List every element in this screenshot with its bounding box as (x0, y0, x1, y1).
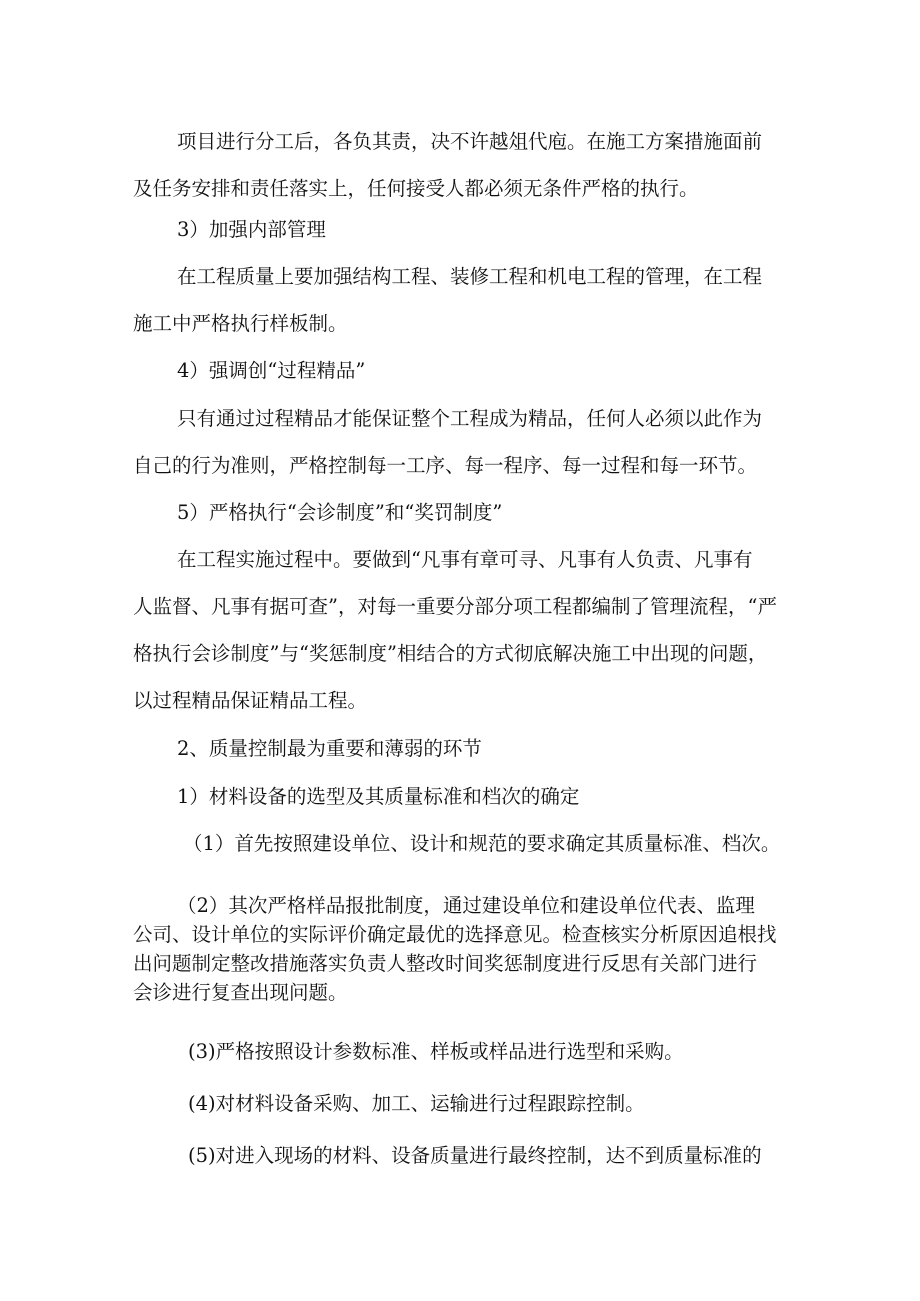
text-line: (4)对材料设备采购、加工、运输进行过程跟踪控制。 (188, 1092, 645, 1115)
heading-internal-management (133, 206, 793, 253)
paragraph-division-of-labor (133, 118, 793, 212)
list-item-2 (133, 891, 793, 1007)
heading-text: 4）强调创“过程精品” (177, 359, 366, 382)
heading-consultation-system (133, 489, 793, 536)
text-line: (3)严格按照设计参数标准、样板或样品进行选型和采购。 (188, 1040, 684, 1063)
text-line: 及任务安排和责任落实上，任何接受人都必须无条件严格的执行。 (133, 177, 699, 200)
text-line: 项目进行分工后，各负其责，决不许越俎代庖。在施工方案措施面前 (177, 130, 763, 153)
list-item-1 (183, 820, 863, 867)
text-line: （2）其次严格样品报批制度，通过建设单位和建设单位代表、监理 (177, 894, 755, 917)
heading-text: 3）加强内部管理 (177, 218, 326, 241)
subheading-material-selection (133, 773, 793, 820)
text-line: 以过程精品保证精品工程。 (133, 689, 368, 712)
text-line: 只有通过过程精品才能保证整个工程成为精品，任何人必须以此作为 (177, 407, 763, 430)
paragraph-process-excellence (133, 395, 793, 489)
text-line: (5)对进入现场的材料、设备质量进行最终控制，达不到质量标准的 (188, 1144, 762, 1167)
heading-text: 5）严格执行“会诊制度”和“奖罚制度” (177, 501, 503, 524)
text-line: 在工程质量上要加强结构工程、装修工程和机电工程的管理，在工程 (177, 265, 763, 288)
text-line: 人监督、凡事有据可查”，对每一重要分部分项工程都编制了管理流程，“严 (133, 595, 777, 618)
paragraph-quality-management (133, 253, 793, 347)
text-line: 格执行会诊制度”与“奖惩制度”相结合的方式彻底解决施工中出现的问题， (133, 642, 768, 665)
section-heading-quality-control (133, 725, 793, 772)
heading-text: 2、质量控制最为重要和薄弱的环节 (177, 737, 482, 760)
text-line: 会诊进行复查出现问题。 (133, 981, 348, 1004)
text-line: 公司、设计单位的实际评价确定最优的选择意见。检查核实分析原因追根找 (133, 923, 777, 946)
heading-process-excellence (133, 347, 793, 394)
text-line: 自己的行为准则，严格控制每一工序、每一程序、每一过程和每一环节。 (133, 454, 758, 477)
list-item-4 (188, 1080, 848, 1127)
list-item-5 (188, 1132, 808, 1179)
paragraph-implementation (133, 536, 793, 724)
heading-text: 1）材料设备的选型及其质量标准和档次的确定 (177, 785, 580, 808)
text-line: 出问题制定整改措施落实负责人整改时间奖惩制度进行反思有关部门进行 (133, 952, 758, 975)
list-item-3 (188, 1028, 848, 1075)
text-line: 施工中严格执行样板制。 (133, 312, 348, 335)
text-line: 在工程实施过程中。要做到“凡事有章可寻、凡事有人负责、凡事有 (177, 548, 753, 571)
text-line: （1）首先按照建设单位、设计和规范的要求确定其质量标准、档次。 (183, 832, 781, 855)
